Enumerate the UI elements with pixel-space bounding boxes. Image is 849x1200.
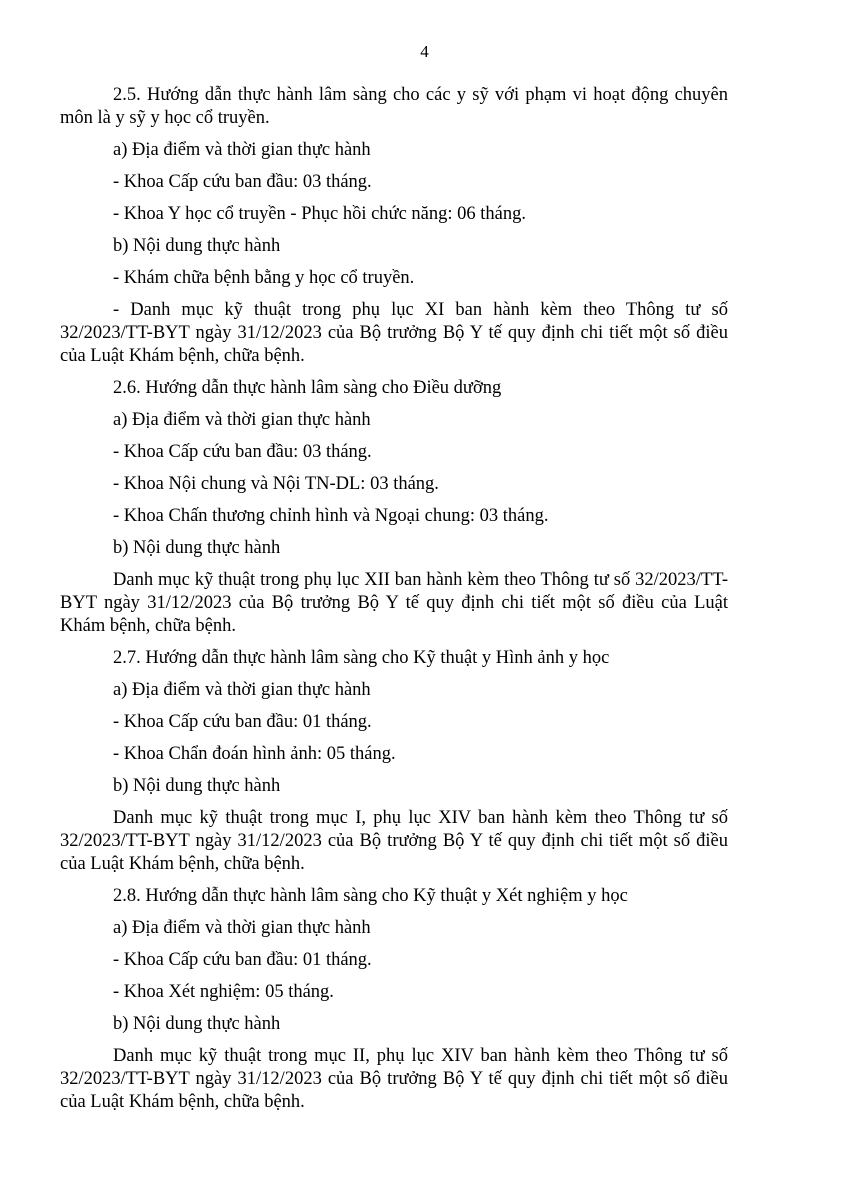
body-paragraph: Danh mục kỹ thuật trong mục I, phụ lục XIV ban hành kèm theo Thông tư số 32/2023/TT-BYT ngày 31/12/2023 của Bộ trưởng Bộ Y tế quy định chi tiết một số điều của Luật Khám bệnh, chữa bệnh. <box>60 808 728 874</box>
subheading-location-time: a) Địa điểm và thời gian thực hành <box>113 140 371 160</box>
list-item: - Khoa Cấp cứu ban đầu: 01 tháng. <box>113 712 372 732</box>
list-item: - Khoa Xét nghiệm: 05 tháng. <box>113 982 334 1002</box>
list-item: - Khoa Cấp cứu ban đầu: 03 tháng. <box>113 172 372 192</box>
section-heading-2-5: 2.5. Hướng dẫn thực hành lâm sàng cho các y sỹ với phạm vi hoạt động chuyên môn là y sỹ y học cổ truyền. <box>60 85 728 128</box>
subheading-content: b) Nội dung thực hành <box>113 1014 281 1034</box>
section-heading-2-7: 2.7. Hướng dẫn thực hành lâm sàng cho Kỹ thuật y Hình ảnh y học <box>113 648 610 668</box>
subheading-location-time: a) Địa điểm và thời gian thực hành <box>113 918 371 938</box>
list-item: - Khoa Cấp cứu ban đầu: 03 tháng. <box>113 442 372 462</box>
list-item: - Khoa Y học cổ truyền - Phục hồi chức năng: 06 tháng. <box>113 204 526 224</box>
body-paragraph: Danh mục kỹ thuật trong mục II, phụ lục XIV ban hành kèm theo Thông tư số 32/2023/TT-BYT ngày 31/12/2023 của Bộ trưởng Bộ Y tế quy định chi tiết một số điều của Luật Khám bệnh, chữa bệnh. <box>60 1046 728 1112</box>
list-item: - Khoa Chấn thương chỉnh hình và Ngoại chung: 03 tháng. <box>113 506 549 526</box>
body-paragraph: - Danh mục kỹ thuật trong phụ lục XI ban hành kèm theo Thông tư số 32/2023/TT-BYT ngày 31/12/2023 của Bộ trưởng Bộ Y tế quy định chi tiết một số điều của Luật Khám bệnh, chữa bệnh. <box>60 300 728 366</box>
list-item: - Khám chữa bệnh bằng y học cổ truyền. <box>113 268 415 288</box>
list-item: - Khoa Chẩn đoán hình ảnh: 05 tháng. <box>113 744 396 764</box>
document-body <box>60 84 728 1123</box>
subheading-content: b) Nội dung thực hành <box>113 538 281 558</box>
body-paragraph: Danh mục kỹ thuật trong phụ lục XII ban hành kèm theo Thông tư số 32/2023/TT-BYT ngày 31/12/2023 của Bộ trưởng Bộ Y tế quy định chi tiết một số điều của Luật Khám bệnh, chữa bệnh. <box>60 570 728 636</box>
section-heading-2-6: 2.6. Hướng dẫn thực hành lâm sàng cho Điều dưỡng <box>113 378 502 398</box>
subheading-location-time: a) Địa điểm và thời gian thực hành <box>113 680 371 700</box>
page-number: 4 <box>420 42 429 61</box>
list-item: - Khoa Nội chung và Nội TN-DL: 03 tháng. <box>113 474 439 494</box>
subheading-location-time: a) Địa điểm và thời gian thực hành <box>113 410 371 430</box>
subheading-content: b) Nội dung thực hành <box>113 776 281 796</box>
subheading-content: b) Nội dung thực hành <box>113 236 281 256</box>
list-item: - Khoa Cấp cứu ban đầu: 01 tháng. <box>113 950 372 970</box>
section-heading-2-8: 2.8. Hướng dẫn thực hành lâm sàng cho Kỹ thuật y Xét nghiệm y học <box>113 886 628 906</box>
